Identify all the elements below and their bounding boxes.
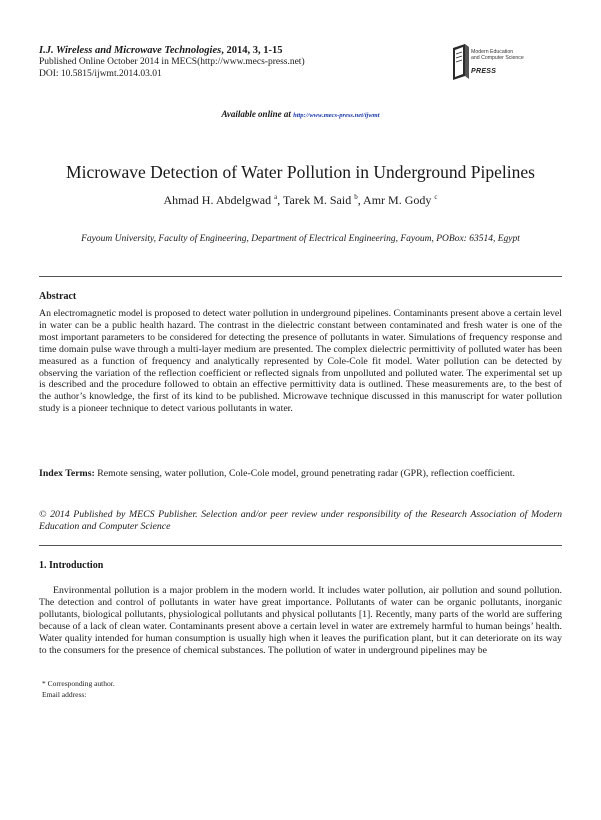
divider-top bbox=[39, 276, 562, 277]
index-terms-text: Remote sensing, water pollution, Cole-Cole model, ground penetrating radar (GPR), reflection coefficient. bbox=[94, 468, 515, 479]
journal-name: I.J. Wireless and Microwave Technologies bbox=[39, 45, 222, 56]
available-online bbox=[0, 109, 601, 119]
paper-title: Microwave Detection of Water Pollution in Underground Pipelines bbox=[66, 162, 535, 182]
logo-press: PRESS bbox=[471, 68, 497, 75]
author-1-affil: a bbox=[274, 193, 278, 201]
abstract-heading: Abstract bbox=[39, 291, 77, 302]
footnote-corresponding: * Corresponding author. bbox=[42, 679, 115, 688]
divider-bottom bbox=[39, 545, 562, 546]
footnote-email: Email address: bbox=[42, 690, 87, 699]
author-2: Tarek M. Said bbox=[283, 193, 352, 207]
available-url-link[interactable]: http://www.mecs-press.net/ijwmt bbox=[293, 112, 380, 119]
author-1: Ahmad H. Abdelgwad bbox=[163, 193, 272, 207]
publisher-logo bbox=[451, 44, 561, 94]
author-separator: , bbox=[277, 193, 284, 207]
author-list bbox=[0, 193, 601, 208]
author-2-affil: b bbox=[354, 193, 358, 201]
author-3-affil: c bbox=[434, 193, 438, 201]
journal-volume: , 2014, 3, 1-15 bbox=[221, 45, 283, 56]
index-terms-label: Index Terms: bbox=[39, 468, 95, 479]
journal-name-line bbox=[39, 44, 399, 57]
logo-line-1: Modern Education bbox=[471, 49, 514, 55]
published-line: Published Online October 2014 in MECS(http://www.mecs-press.net) bbox=[39, 57, 305, 67]
introduction-heading: 1. Introduction bbox=[39, 560, 104, 571]
logo-text bbox=[471, 50, 524, 61]
introduction-text: Environmental pollution is a major problem in the modern world. It includes water pollution, air pollution and sound pollution. The detection and control of pollutants in water have great importance. Pollutants of water can be organic pollutants, inorganic pollutants, biological pollutants, physiological pollutants and physical pollutants [1]. Recently, many parts of the world are suffering because of a lack of clean water. Contaminants present above a certain level in water are extremely harmful to human beings’ health. Water quality intended for human consumption is usually high when it leaves the purification plant, but it can deteriorate on its way to the consumers for the presence of chemical substances. The pollution of water in underground pipelines may be bbox=[39, 585, 562, 656]
copyright-notice: © 2014 Published by MECS Publisher. Selection and/or peer review under responsibility of the Research Association of Modern Education and Computer Science bbox=[39, 509, 562, 532]
author-separator: , bbox=[357, 193, 364, 207]
abstract-text: An electromagnetic model is proposed to detect water pollution in underground pipelines. Contaminants present above a certain level in water can be a public health hazard. The contrast in the dielectric constant between contaminated and fresh water is one of the most important parameters to be considered for detecting the presence of pollutants in water. Simulations of frequency response and time domain pulse wave through a multi-layer medium are presented. The complex dielectric permittivity of polluted water has been measured as a function of frequency and analytically represented by Cole-Cole fit model. Water pollution can be detected by observing the variation of the reflection coefficient or reflected signals from unpolluted and polluted water. The experimental set up is described and the procedure followed to obtain an effective permittivity data is outlined. These measurements are, to the best of the author’s knowledge, the first of its kind to be published. Microwave technique discussed in this manuscript for water pollution study is a pioneer technique to detect various pollutants in water. bbox=[39, 308, 562, 415]
journal-header bbox=[39, 44, 399, 80]
logo-line-2: and Computer Science bbox=[471, 54, 524, 61]
book-icon bbox=[451, 44, 471, 84]
index-terms bbox=[39, 468, 562, 480]
doi-line: DOI: 10.5815/ijwmt.2014.03.01 bbox=[39, 68, 162, 79]
author-3: Amr M. Gody bbox=[363, 193, 432, 207]
available-label: Available online at bbox=[221, 109, 291, 119]
affiliation: Fayoum University, Faculty of Engineering, Department of Electrical Engineering, Fayoum, POBox: 63514, Egypt bbox=[81, 234, 520, 244]
